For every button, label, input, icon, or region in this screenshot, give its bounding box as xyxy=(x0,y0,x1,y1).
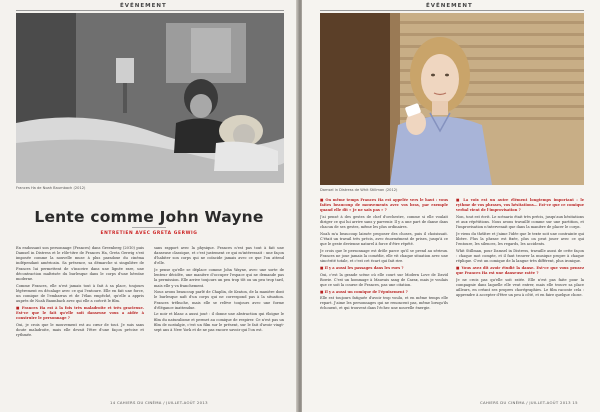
section-rule xyxy=(16,10,284,11)
paragraph: Comme Frances, elle n'est jamais tout à fait à sa place, toujours légèrement en décalage avec ce qui l'entoure. Elle en fait une force, un comique de l'embarras et de l'élan empêché, qu'elle a appris auprès de Noah Baumbach avec qui elle a coécrit le film. xyxy=(16,283,144,304)
paragraph: Le noir et blanc a aussi joué : il donne une abstraction qui éloigne le film du naturalisme et permet au comique de respirer. Ce n'est pas un film de nostalgie, c'est un film sur le présent, sur le fait d'avoir vingt-sept ans à New York et de ne pas encore savoir qui l'on est. xyxy=(154,312,284,332)
still-photo-frances-ha xyxy=(16,13,284,183)
paragraph: En endossant son personnage (Frances) dans Greenberg (2010) puis Damsel in Distress et le rôle-titre de Frances Ha, Greta Gerwig s'est imposée comme la nouvelle muse à plus paradoxe du cinéma indépendant américain. Sa présence, sa démarche si singulière de Frances lui permettent de s'inscrire dans une lignée rare, une décontraction maîtrisée du burlesque dans le corps d'une héroïne moderne. xyxy=(16,246,144,281)
paragraph: J'ai pensé à des gestes de chef d'orchestre, comme si elle voulait diriger ce qui lui arrive sans y parvenir. Il y a une part de danse dans chacun de ses gestes, même les plus ordinaires. xyxy=(320,214,448,230)
paragraph: Whit Stillman, pour Damsel in Distress, travaille aussi de cette façon : chaque mot compte, et il faut trouver la musique propre à chaque réplique. C'est un comique de la langue très différent, plus ironique. xyxy=(456,248,584,264)
question: ■ Il y a aussi un comique de l'épuisement ? xyxy=(320,290,448,295)
left-page xyxy=(0,0,298,412)
paragraph: Je pense qu'elle se déplace comme John Wayne, avec une sorte de lenteur décidée, une manière d'occuper l'espace qui ne demande pas la permission. Elle arrive toujours un peu trop tôt ou un peu trop tard, mais elle y va franchement. xyxy=(154,268,284,288)
question: ■ La voix est un autre élément longtemps important : le rythme de vos phrases, vos hésitations... Est-ce que ce comique verbal vient de l'improvisation ? xyxy=(456,198,584,213)
section-rule xyxy=(320,10,584,11)
article-title: Lente comme John Wayne xyxy=(34,208,264,226)
paragraph: Je viens du théâtre et j'aime l'idée que le texte soit une contrainte qui libère. Plus la phrase est fixée, plus on peut jouer avec ce qui l'entoure, les silences, les regards, les accidents. xyxy=(456,231,584,247)
text-column-4 xyxy=(456,198,584,396)
question: ■ Vous avez dit avoir étudié la danse. Est-ce que vous pensez que Frances Ha est une danseuse ratée ? xyxy=(456,266,584,276)
photo-caption: Frances Ha de Noah Baumbach (2012) xyxy=(16,186,86,190)
section-label: ÉVÉNEMENT xyxy=(426,3,473,9)
answer: Oui, c'est la grande scène où elle court sur Modern Love de David Bowie. C'est un hommage à Mauvais sang de Carax, mais je voulais que ce soit la course de Frances, pas une citation. xyxy=(320,272,448,287)
text-column-2 xyxy=(154,246,284,396)
question: ■ On même temps Frances Ha est appelée vers le haut : vous faites beaucoup de mouvements avec vos bras, par exemple quand elle dit « Je ne sais pas » ? xyxy=(320,198,448,213)
photo-illustration xyxy=(320,13,584,185)
paragraph: Non, tout est écrit. Le scénario était très précis, jusqu'aux hésitations et aux répétitions. Nous avons travaillé comme sur une partition, et l'improvisation n'intervenait que dans la manière de placer le corps. xyxy=(456,214,584,230)
paragraph: Je crois que le personnage est drôle parce qu'il se prend au sérieux. Frances ne joue jamais la comédie, elle vit chaque situation avec une sincérité totale, et c'est cet écart qui fait rire. xyxy=(320,248,448,264)
paragraph: Noah m'a beaucoup laissée proposer des choses, puis il choisissait. C'était un travail très précis, avec énormément de prises, jusqu'à ce que le geste devienne naturel à force d'être répété. xyxy=(320,231,448,247)
answer: Elle est toujours fatiguée d'avoir trop voulu, et en même temps elle repart. J'aime les personnages qui ne renoncent pas, même lorsqu'ils échouent, et qui trouvent dans l'échec une nouvelle énergie. xyxy=(320,296,448,311)
section-label: ÉVÉNEMENT xyxy=(120,3,167,9)
question: ■ Il y a aussi les passages dans les rues ? xyxy=(320,266,448,271)
photo-caption: Damsel in Distress de Whit Stillman (2012) xyxy=(320,188,398,192)
page-folio: 14 CAHIERS DU CINÉMA / JUILLET-AOÛT 2013 xyxy=(110,400,208,405)
answer: Oui, je crois que le mouvement est au cœur de tout. Je suis sans doute maladroite, mais elle devait l'être d'une façon précise et rythmée. xyxy=(16,322,144,337)
text-column-3 xyxy=(320,198,448,396)
paragraph: Nous avons beaucoup parlé de Chaplin, de Keaton, de la manière dont le burlesque naît d'un corps qui ne correspond pas à la situation. Frances trébuche, mais elle se relève toujours avec une forme d'élégance inattendue. xyxy=(154,290,284,310)
paragraph: sans rapport avec la physique. Frances n'est pas tout à fait une danseuse classique, et c'est justement ce qui m'intéressait : une façon d'habiter son corps qui ne coïncide jamais avec ce que l'on attend d'elle. xyxy=(154,246,284,266)
question: ■ Frances Ha est à la fois très maladroite et très gracieuse. Est-ce que le fait qu'elle soit danseuse vous a aidée à construire le personnage ? xyxy=(16,306,144,321)
right-page xyxy=(302,0,600,412)
text-column-1 xyxy=(16,246,144,396)
answer: Je ne crois pas qu'elle soit ratée. Elle n'est pas faite pour la compagnie dans laquelle elle veut entrer, mais elle trouve sa place ailleurs, en créant ses propres chorégraphies. Le film raconte cela : apprendre à accepter d'être un peu à côté, et en faire quelque chose. xyxy=(456,277,584,298)
still-photo-damsel-in-distress xyxy=(320,13,584,185)
page-folio: CAHIERS DU CINÉMA / JUILLET-AOÛT 2013 15 xyxy=(480,400,578,405)
article-subtitle: ENTRETIEN AVEC GRETA GERWIG xyxy=(100,231,198,236)
subtitle-rule xyxy=(132,227,166,228)
photo-illustration xyxy=(16,13,284,183)
